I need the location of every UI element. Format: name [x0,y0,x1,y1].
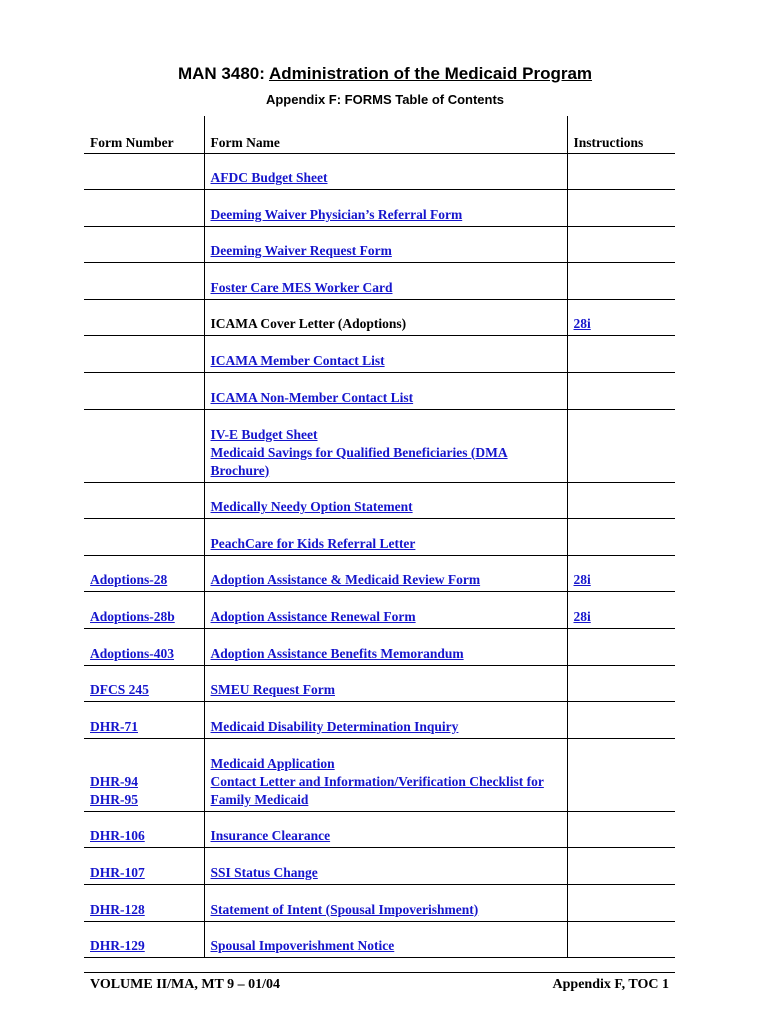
form-name-link[interactable]: IV-E Budget Sheet [210,426,318,442]
form-number-link[interactable]: DHR-129 [90,938,145,954]
form-name-link[interactable]: PeachCare for Kids Referral Letter [210,535,416,551]
form-name-link[interactable]: Medically Needy Option Statement [210,499,413,515]
form-name-link[interactable]: Spousal Impoverishment Notice [210,938,395,954]
form-name-link[interactable]: Medicaid Disability Determination Inquiry [210,718,459,734]
form-name-link[interactable]: Statement of Intent (Spousal Impoverishment) [210,901,479,917]
form-name-cell [204,921,567,958]
form-number-link[interactable]: Adoptions-28 [90,572,168,588]
instructions-cell [567,885,675,922]
table-row [84,373,675,410]
form-name-cell [204,848,567,885]
table-row [84,665,675,702]
form-name-link[interactable]: Foster Care MES Worker Card [210,279,393,295]
form-number-link[interactable]: DHR-95 [90,791,138,807]
form-number-link[interactable]: DHR-94 [90,773,138,789]
form-name-link[interactable]: Deeming Waiver Physician’s Referral Form [210,206,463,222]
table-row [84,811,675,848]
table-row [84,848,675,885]
form-number-link[interactable]: Adoptions-403 [90,645,175,661]
form-number-cell [84,738,204,811]
table-row [84,921,675,958]
form-number-link[interactable]: DHR-71 [90,718,138,734]
table-row [84,190,675,227]
form-number-cell [84,702,204,739]
instructions-link[interactable]: 28i [573,316,591,332]
footer-page-ref: Appendix F, TOC 1 [552,977,669,992]
form-name-cell [204,665,567,702]
form-name-cell [204,190,567,227]
column-header-instructions: Instructions [567,116,675,153]
form-name-text: ICAMA Cover Letter (Adoptions) [210,316,407,332]
instructions-cell [567,702,675,739]
instructions-cell [567,373,675,410]
form-number-link[interactable]: DHR-128 [90,901,145,917]
form-number-cell [84,263,204,300]
form-name-cell [204,226,567,263]
table-row [84,482,675,519]
form-name-cell [204,702,567,739]
page-subtitle: Appendix F: FORMS Table of Contents [265,92,505,107]
instructions-cell [567,555,675,592]
form-name-cell [204,811,567,848]
forms-table [84,116,675,958]
table-row [84,592,675,629]
form-name-link[interactable]: AFDC Budget Sheet [210,170,328,186]
form-name-link[interactable]: SSI Status Change [210,865,318,880]
form-number-cell [84,592,204,629]
instructions-cell [567,921,675,958]
table-row [84,226,675,263]
instructions-cell [567,592,675,629]
form-number-cell [84,519,204,556]
form-number-cell [84,153,204,190]
page-title [0,64,770,84]
instructions-cell [567,190,675,227]
form-name-link[interactable]: Adoption Assistance Benefits Memorandum [210,645,464,661]
table-row [84,336,675,373]
instructions-cell [567,848,675,885]
form-number-link[interactable]: Adoptions-28b [90,609,175,625]
form-number-cell [84,226,204,263]
form-name-cell [204,373,567,410]
form-number-cell [84,555,204,592]
table-row [84,702,675,739]
form-name-cell [204,263,567,300]
form-name-link[interactable]: Insurance Clearance [210,828,331,844]
form-name-link[interactable]: Medicaid Application [210,755,335,771]
footer-volume: VOLUME II/MA, MT 9 – 01/04 [90,977,281,992]
form-name-link[interactable]: Contact Letter and Information/Verification Checklist for Family Medicaid [210,773,544,807]
form-name-link[interactable]: SMEU Request Form [210,682,335,698]
form-name-cell [204,519,567,556]
form-number-cell [84,373,204,410]
table-row [84,153,675,190]
instructions-cell [567,299,675,336]
column-header-form-name: Form Name [204,116,567,153]
table-row [84,555,675,592]
form-number-cell [84,885,204,922]
form-name-cell [204,592,567,629]
form-number-link[interactable]: DHR-106 [90,828,145,844]
instructions-cell [567,409,675,482]
form-name-cell [204,885,567,922]
instructions-link[interactable]: 28i [573,609,591,625]
form-number-cell [84,409,204,482]
instructions-cell [567,665,675,702]
form-name-link[interactable]: Medicaid Savings for Qualified Beneficiaries (DMA Brochure) [210,444,508,478]
table-row [84,738,675,811]
instructions-cell [567,738,675,811]
form-number-cell [84,665,204,702]
form-name-link[interactable]: Deeming Waiver Request Form [210,243,392,259]
form-name-link[interactable]: ICAMA Member Contact List [210,353,385,369]
instructions-cell [567,263,675,300]
form-name-cell [204,482,567,519]
form-name-cell [204,629,567,666]
instructions-cell [567,629,675,666]
form-name-cell [204,409,567,482]
title-prefix: MAN 3480: [177,64,269,83]
form-number-cell [84,629,204,666]
form-number-link[interactable]: DHR-107 [90,865,145,880]
column-header-form-number: Form Number [84,116,204,153]
form-number-cell [84,190,204,227]
instructions-cell [567,519,675,556]
form-number-cell [84,921,204,958]
instructions-link[interactable]: 28i [573,572,591,588]
table-row [84,299,675,336]
form-name-cell [204,336,567,373]
title-main: Administration of the Medicaid Program [268,64,593,83]
instructions-cell [567,336,675,373]
table-row [84,409,675,482]
form-number-cell [84,482,204,519]
form-name-link[interactable]: ICAMA Non-Member Contact List [210,389,414,405]
form-name-cell [204,299,567,336]
instructions-cell [567,811,675,848]
page-footer [84,972,675,993]
form-name-cell [204,555,567,592]
form-name-link[interactable]: Adoption Assistance & Medicaid Review Form [210,572,481,588]
instructions-cell [567,226,675,263]
form-number-cell [84,848,204,885]
form-number-cell [84,299,204,336]
form-name-cell [204,153,567,190]
table-row [84,519,675,556]
table-row [84,263,675,300]
form-name-cell [204,738,567,811]
table-row [84,629,675,666]
form-number-link[interactable]: DFCS 245 [90,682,149,698]
form-name-link[interactable]: Adoption Assistance Renewal Form [210,609,416,625]
table-row [84,885,675,922]
form-number-cell [84,336,204,373]
form-number-cell [84,811,204,848]
instructions-cell [567,153,675,190]
table-header-row [84,116,675,153]
instructions-cell [567,482,675,519]
